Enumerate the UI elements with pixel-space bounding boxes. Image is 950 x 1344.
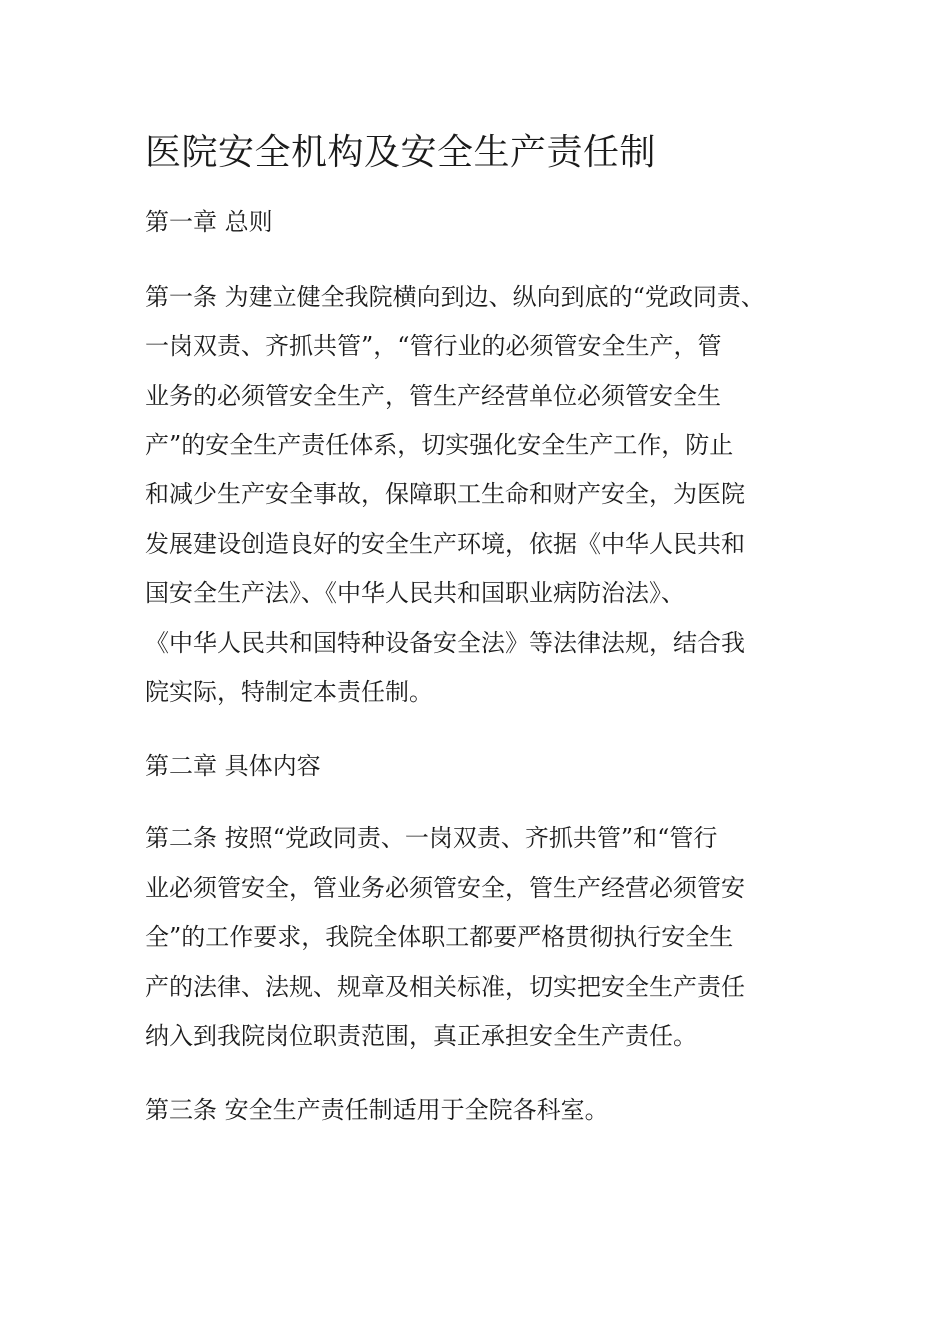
document-title: 医院安全机构及安全生产责任制: [145, 132, 657, 173]
article-1-line: 和减少生产安全事故，保障职工生命和财产安全，为医院: [145, 480, 745, 508]
article-2-line: 产的法律、法规、规章及相关标准，切实把安全生产责任: [145, 973, 745, 1001]
article-2-line: 业必须管安全，管业务必须管安全，管生产经营必须管安: [145, 874, 745, 902]
article-1-line: 国安全生产法》、《中华人民共和国职业病防治法》、: [145, 579, 685, 607]
article-1-line: 业务的必须管安全生产，管生产经营单位必须管安全生: [145, 382, 721, 410]
article-3-line: 第三条 安全生产责任制适用于全院各科室。: [145, 1096, 609, 1124]
article-1-line: 第一条 为建立健全我院横向到边、纵向到底的“党政同责、: [145, 283, 765, 311]
article-1-line: 发展建设创造良好的安全生产环境，依据《中华人民共和: [145, 530, 745, 558]
article-2-line: 全”的工作要求，我院全体职工都要严格贯彻执行安全生: [145, 923, 734, 951]
article-1-line: 院实际，特制定本责任制。: [145, 678, 433, 706]
article-1-line: 《中华人民共和国特种设备安全法》等法律法规，结合我: [145, 629, 745, 657]
chapter-1-heading: 第一章 总则: [145, 208, 273, 236]
article-2-line: 纳入到我院岗位职责范围，真正承担安全生产责任。: [145, 1022, 697, 1050]
article-1-line: 一岗双责、齐抓共管”，“管行业的必须管安全生产，管: [145, 332, 722, 360]
chapter-2-heading: 第二章 具体内容: [145, 752, 321, 780]
article-1-line: 产”的安全生产责任体系，切实强化安全生产工作，防止: [145, 431, 734, 459]
article-2-line: 第二条 按照“党政同责、一岗双责、齐抓共管”和“管行: [145, 824, 718, 852]
